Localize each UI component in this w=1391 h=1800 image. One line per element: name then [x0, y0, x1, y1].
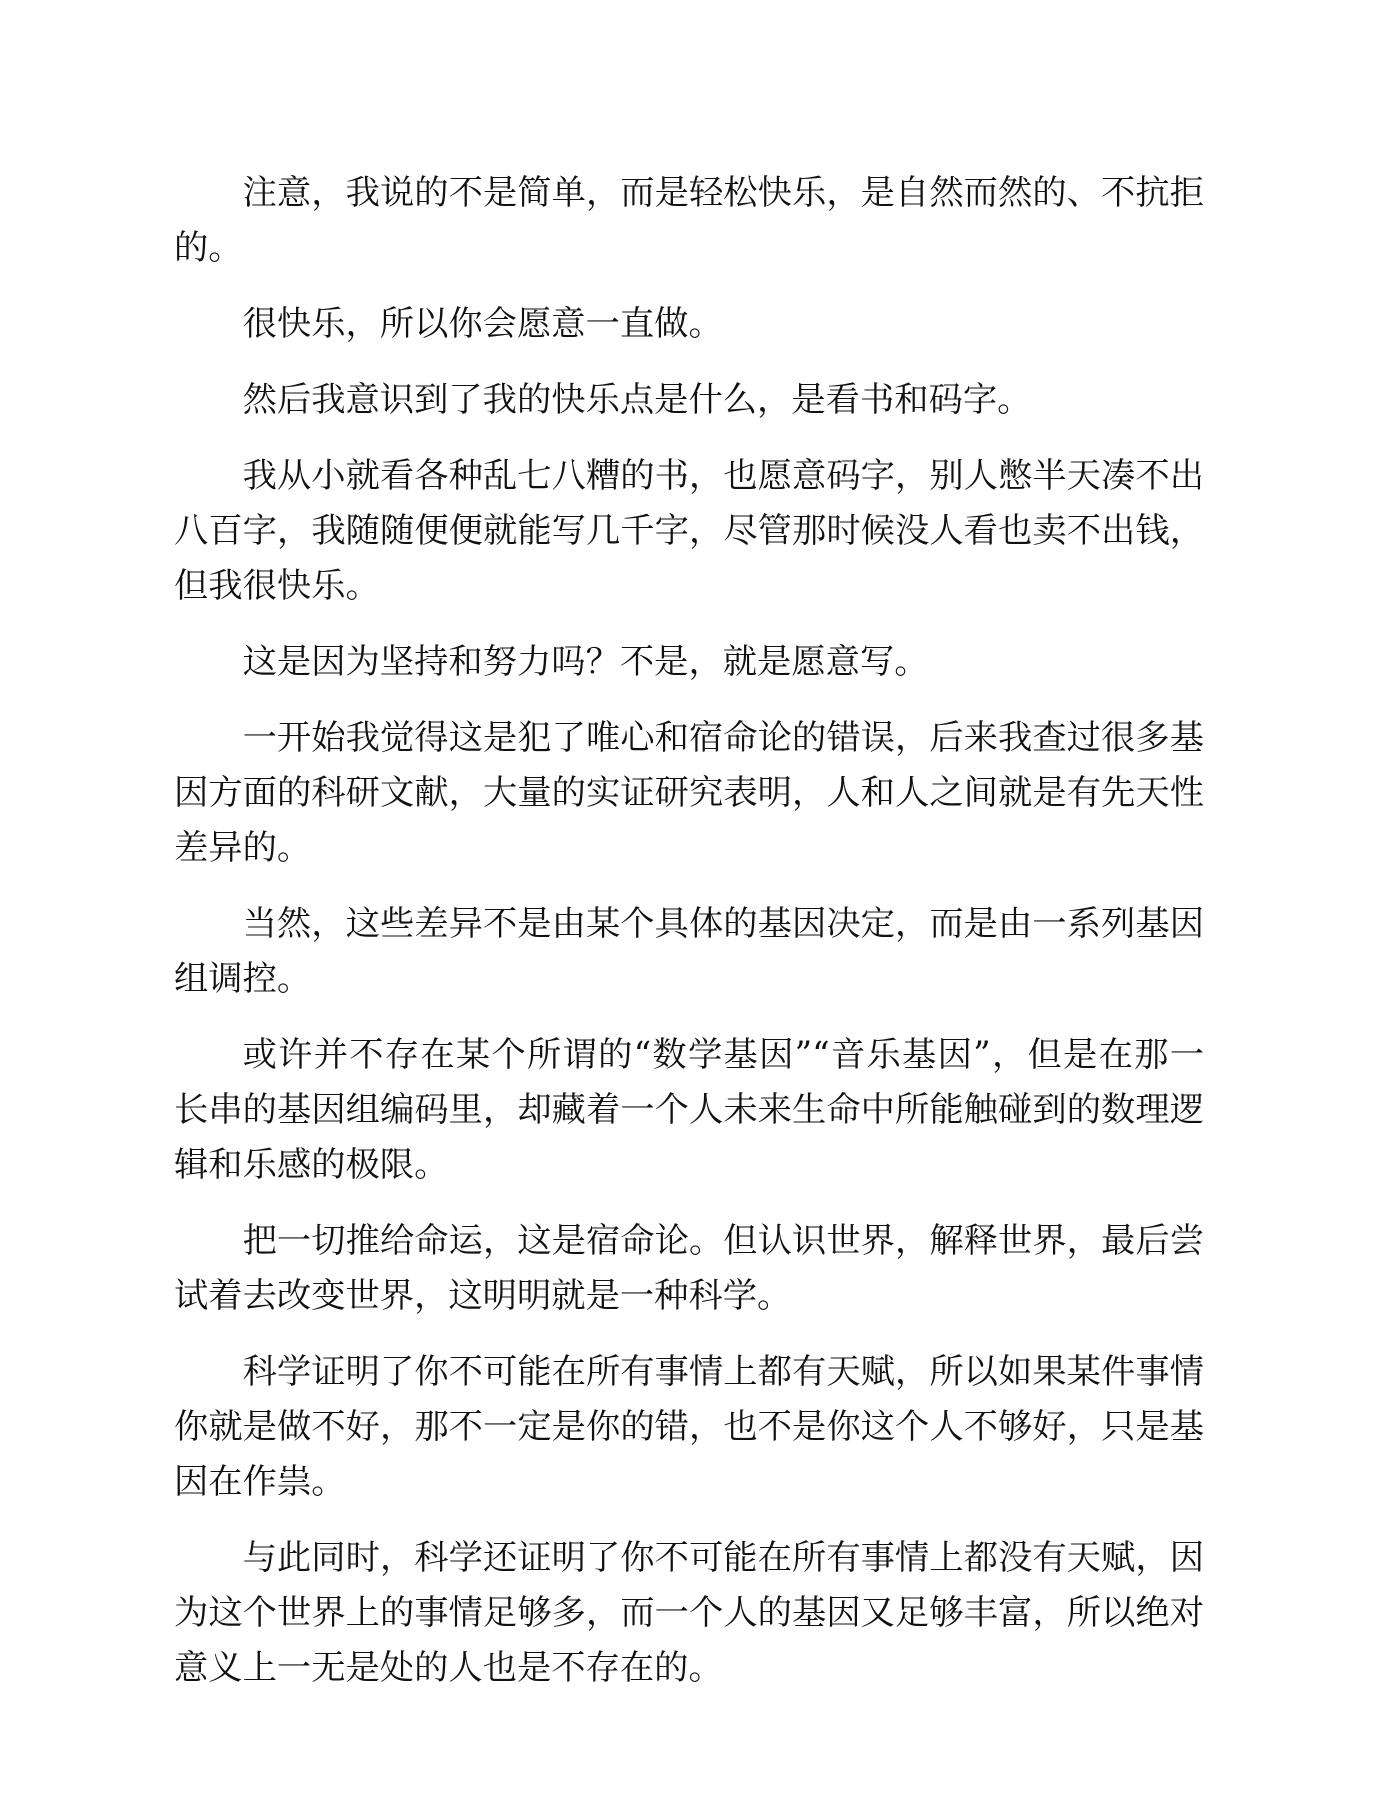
paragraph: 我从小就看各种乱七八糟的书，也愿意码字，别人憋半天凑不出八百字，我随随便便就能写几千字，尽管那时候没人看也卖不出钱，但我很快乐。	[174, 456, 1204, 606]
document-body	[174, 166, 1204, 1717]
paragraph: 很快乐，所以你会愿意一直做。	[242, 304, 723, 344]
paragraph: 一开始我觉得这是犯了唯心和宿命论的错误，后来我查过很多基因方面的科研文献，大量的实证研究表明，人和人之间就是有先天性差异的。	[174, 718, 1204, 868]
paragraph: 然后我意识到了我的快乐点是什么，是看书和码字。	[242, 380, 1032, 420]
paragraph: 把一切推给命运，这是宿命论。但认识世界，解释世界，最后尝试着去改变世界，这明明就是一种科学。	[174, 1221, 1204, 1316]
paragraph: 这是因为坚持和努力吗？不是，就是愿意写。	[242, 642, 929, 682]
paragraph: 当然，这些差异不是由某个具体的基因决定，而是由一系列基因组调控。	[174, 904, 1204, 999]
paragraph: 科学证明了你不可能在所有事情上都有天赋，所以如果某件事情你就是做不好，那不一定是你的错，也不是你这个人不够好，只是基因在作祟。	[174, 1352, 1204, 1502]
paragraph: 与此同时，科学还证明了你不可能在所有事情上都没有天赋，因为这个世界上的事情足够多，而一个人的基因又足够丰富，所以绝对意义上一无是处的人也是不存在的。	[174, 1538, 1204, 1688]
paragraph: 注意，我说的不是简单，而是轻松快乐，是自然而然的、不抗拒的。	[174, 173, 1204, 268]
paragraph: 或许并不存在某个所谓的“数学基因”“音乐基因”，但是在那一长串的基因组编码里，却藏着一个人未来生命中所能触碰到的数理逻辑和乐感的极限。	[174, 1035, 1204, 1185]
